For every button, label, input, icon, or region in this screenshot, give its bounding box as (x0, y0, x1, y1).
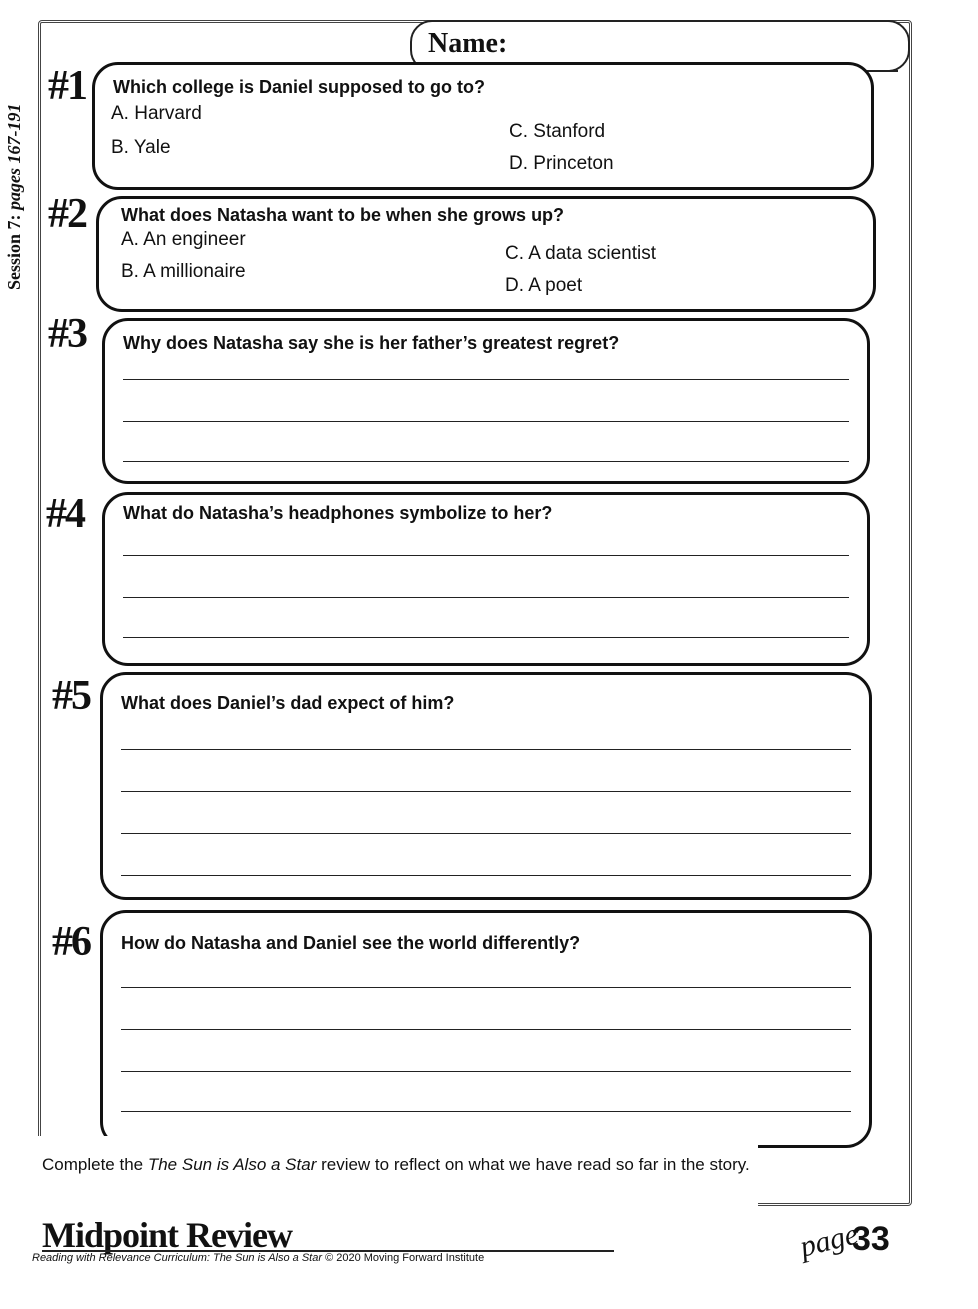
session-pages: pages 167-191 (4, 103, 24, 210)
question-number-3: #3 (48, 311, 86, 357)
answer-line[interactable] (121, 1111, 851, 1112)
answer-line[interactable] (121, 833, 851, 834)
option-2a: A. An engineer (121, 229, 246, 250)
footer-panel (14, 1136, 758, 1216)
answer-line[interactable] (121, 987, 851, 988)
option-1d: D. Princeton (509, 153, 614, 174)
instruction-book-title: The Sun is Also a Star (147, 1155, 317, 1174)
answer-line[interactable] (121, 749, 851, 750)
question-number-1: #1 (48, 63, 86, 109)
instruction-text: Complete the (42, 1155, 148, 1174)
answer-line[interactable] (123, 379, 849, 380)
question-box-6 (100, 910, 872, 1148)
question-number-5: #5 (52, 673, 90, 719)
page-script-label: page (796, 1217, 862, 1264)
credit-book-title: The Sun is Also a Star (212, 1252, 323, 1264)
page-number: 33 (852, 1220, 890, 1258)
question-text-3: Why does Natasha say she is her father’s greatest regret? (123, 333, 620, 353)
footer-instruction (42, 1154, 762, 1176)
question-text-6: How do Natasha and Daniel see the world differently? (121, 933, 581, 953)
option-1c: C. Stanford (509, 121, 606, 142)
answer-line[interactable] (121, 875, 851, 876)
answer-line[interactable] (123, 555, 849, 556)
midpoint-review-heading: Midpoint Review (42, 1215, 292, 1255)
session-label (4, 103, 25, 290)
credit-line (32, 1252, 484, 1264)
option-1a: A. Harvard (111, 103, 202, 124)
question-box-3 (102, 318, 870, 484)
instruction-text-end: review to reflect on what we have read so far in the story. (316, 1155, 750, 1174)
answer-line[interactable] (123, 461, 849, 462)
answer-line[interactable] (121, 1029, 851, 1030)
credit-copyright: © 2020 Moving Forward Institute (325, 1252, 485, 1264)
answer-line[interactable] (121, 1071, 851, 1072)
option-2b: B. A millionaire (121, 261, 246, 282)
question-text-5: What does Daniel’s dad expect of him? (121, 693, 455, 713)
session-number: Session 7: (4, 214, 24, 290)
question-text-2: What does Natasha want to be when she grows up? (121, 205, 565, 225)
question-number-4: #4 (46, 491, 84, 537)
answer-line[interactable] (123, 421, 849, 422)
question-box-4 (102, 492, 870, 666)
answer-line[interactable] (123, 597, 849, 598)
question-text-1: Which college is Daniel supposed to go to? (113, 77, 486, 97)
question-number-6: #6 (52, 919, 90, 965)
answer-line[interactable] (121, 791, 851, 792)
question-box-1 (92, 62, 874, 190)
option-1b: B. Yale (111, 137, 171, 158)
option-2c: C. A data scientist (505, 243, 657, 264)
answer-line[interactable] (123, 637, 849, 638)
question-box-2 (96, 196, 876, 312)
credit-curriculum: Reading with Relevance Curriculum: (32, 1252, 213, 1264)
question-text-4: What do Natasha’s headphones symbolize to her? (123, 503, 553, 523)
name-label: Name: (428, 28, 508, 59)
option-2d: D. A poet (505, 275, 583, 296)
question-box-5 (100, 672, 872, 900)
question-number-2: #2 (48, 191, 86, 237)
